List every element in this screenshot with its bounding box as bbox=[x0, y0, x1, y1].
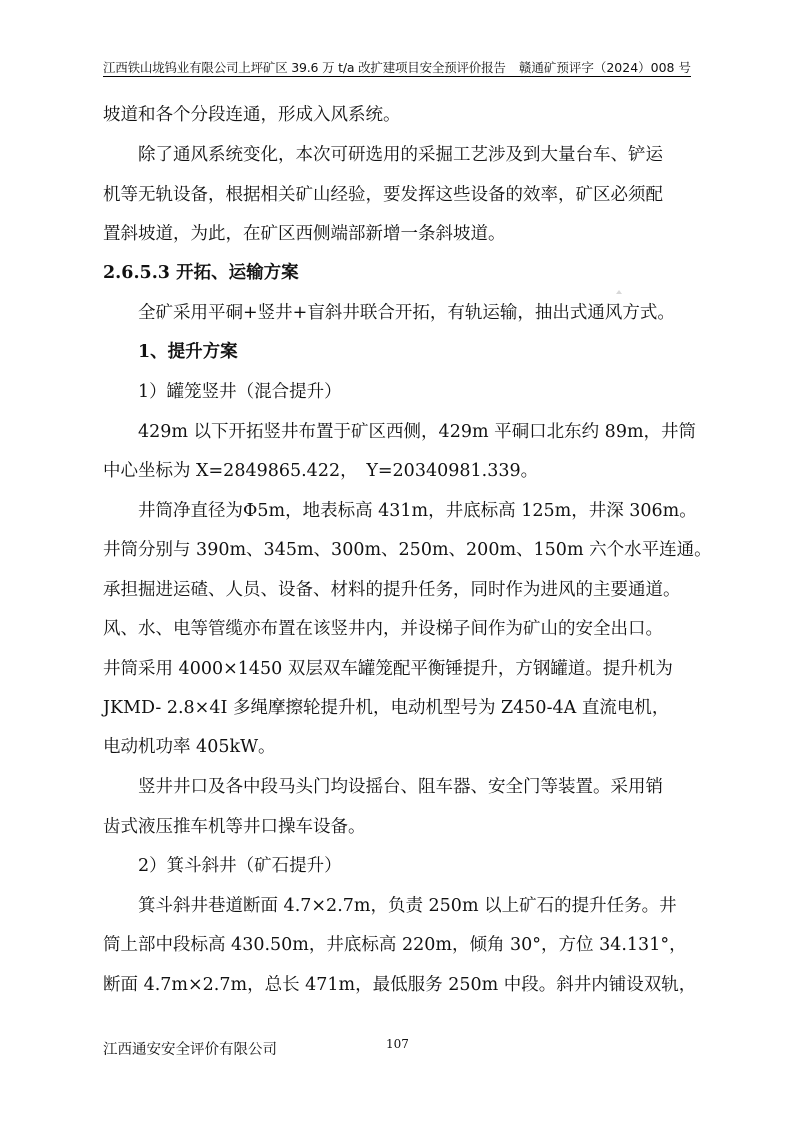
page-header bbox=[103, 56, 691, 77]
paragraph-line: 全矿采用平硐+竖井+盲斜井联合开拓，有轨运输，抽出式通风方式。 bbox=[138, 303, 675, 323]
paragraph-line: 筒上部中段标高 430.50m，井底标高 220m，倾角 30°，方位 34.131°， bbox=[103, 935, 687, 955]
section-heading: 2.6.5.3 开拓、运输方案 bbox=[103, 263, 299, 283]
paragraph-line: 井筒分别与 390m、345m、300m、250m、200m、150m 六个水平连通。 bbox=[103, 540, 712, 560]
paragraph-line: 除了通风系统变化，本次可研选用的采掘工艺涉及到大量台车、铲运 bbox=[138, 145, 663, 165]
paragraph-line: 置斜坡道，为此，在矿区西侧端部新增一条斜坡道。 bbox=[103, 224, 506, 244]
paragraph-line: 机等无轨设备，根据相关矿山经验，要发挥这些设备的效率，矿区必须配 bbox=[103, 185, 663, 205]
paragraph-line: 井筒采用 4000×1450 双层双车罐笼配平衡锤提升，方钢罐道。提升机为 bbox=[103, 659, 673, 679]
paragraph-line: 竖井井口及各中段马头门均设摇台、阻车器、安全门等装置。采用销 bbox=[138, 777, 663, 797]
paragraph-line: 风、水、电等管缆亦布置在该竖井内，并设梯子间作为矿山的安全出口。 bbox=[103, 619, 663, 639]
page-number: 107 bbox=[386, 1037, 409, 1051]
footer-company: 江西通安安全评价有限公司 bbox=[103, 1042, 277, 1058]
header-report-title: 江西铁山垅钨业有限公司上坪矿区 39.6 万 t/a 改扩建项目安全预评价报告 bbox=[103, 60, 506, 75]
subsection-heading: 1、提升方案 bbox=[138, 342, 238, 362]
paragraph-line: 429m 以下开拓竖井布置于矿区西侧，429m 平硐口北东约 89m，井筒 bbox=[138, 422, 697, 442]
paragraph-line: 中心坐标为 X=2849865.422， Y=20340981.339。 bbox=[103, 461, 539, 481]
header-document-number: 赣通矿预评字（2024）008 号 bbox=[518, 60, 691, 75]
paragraph-line: 齿式液压推车机等井口操车设备。 bbox=[103, 817, 366, 837]
paragraph-line: 断面 4.7m×2.7m，总长 471m，最低服务 250m 中段。斜井内铺设双轨， bbox=[103, 975, 697, 995]
paragraph-line: JKMD- 2.8×4Ⅰ 多绳摩擦轮提升机，电动机型号为 Z450-4A 直流电机， bbox=[103, 698, 670, 718]
item-heading: 1）罐笼竖井（混合提升） bbox=[138, 382, 342, 402]
paragraph-line: 电动机功率 405kW。 bbox=[103, 737, 276, 757]
paragraph-line: 坡道和各个分段连通，形成入风系统。 bbox=[103, 105, 401, 125]
scan-mark bbox=[616, 290, 622, 294]
item-heading: 2）箕斗斜井（矿石提升） bbox=[138, 856, 342, 876]
paragraph-line: 承担掘进运碴、人员、设备、材料的提升任务，同时作为进风的主要通道。 bbox=[103, 580, 681, 600]
paragraph-line: 箕斗斜井巷道断面 4.7×2.7m，负责 250m 以上矿石的提升任务。井 bbox=[138, 896, 677, 916]
paragraph-line: 井筒净直径为Φ5m，地表标高 431m，井底标高 125m，井深 306m。 bbox=[138, 501, 697, 521]
